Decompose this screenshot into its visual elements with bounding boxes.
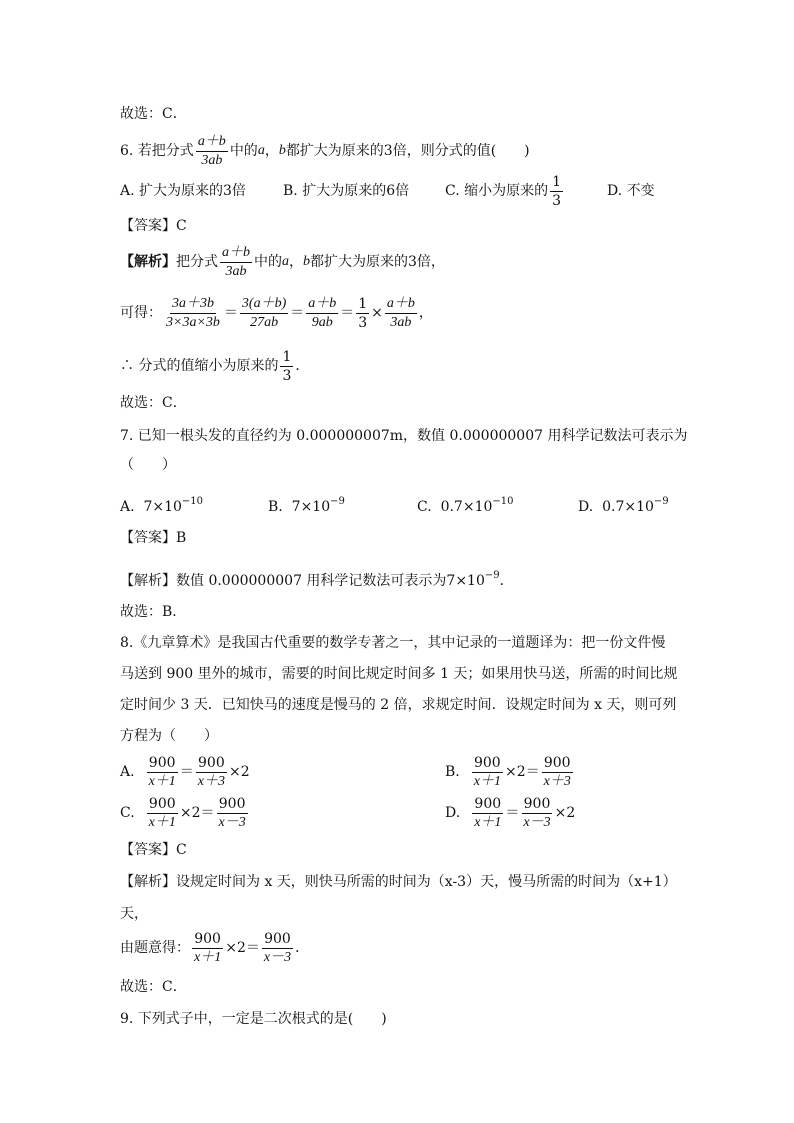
- q6-option-c: C. 缩小为原来的 $\frac{1}{3}$: [445, 173, 562, 209]
- q8-option-a: A. $\frac{900}{x+1}$ ＝ $\frac{900}{x+3}$ ×2: [120, 754, 250, 789]
- q6-fraction: $\frac{a+b}{3ab}$: [197, 133, 226, 168]
- q8-stem-line3: 定时间少 3 天．已知快马的速度是慢马的 2 倍，求规定时间．设规定时间为 x 天，则可列: [120, 697, 677, 713]
- q6-derivation: 可得： $\frac{3a+3b}{3\times 3a\times 3b}$ ＝ $\frac{3(a+b)}{27ab}$ ＝ $\frac{a+b}{9ab}$ ＝ $\frac{1}{3}$ × $\frac{a+b}{3ab}$ ，: [120, 295, 433, 331]
- q7-option-d: D. $0.7\times 10^{-9}$: [578, 496, 669, 515]
- q8-option-d: D. $\frac{900}{x+1}$ ＝ $\frac{900}{x-3}$ ×2: [445, 795, 576, 830]
- q8-option-b: B. $\frac{900}{x+1}$ ×2 ＝ $\frac{900}{x+3}$: [445, 754, 571, 789]
- q6-therefore: ∴ 分式的值缩小为原来的 $\frac{1}{3}$ ．: [120, 348, 310, 384]
- q8-stem-line4: 方程为（ ）: [120, 728, 218, 744]
- derive-frac-5: $\frac{a+b}{3ab}$: [386, 295, 415, 330]
- derive-frac-3: $\frac{a+b}{9ab}$: [308, 295, 337, 330]
- q7-answer: 【答案】B: [120, 530, 187, 546]
- q9-stem: 9. 下列式子中，一定是二次根式的是( ): [120, 1011, 387, 1027]
- q8-conclusion: 故选：C．: [120, 979, 187, 995]
- q6-prefix: 6. 若把分式: [120, 143, 194, 159]
- q7-conclusion: 故选：B．: [120, 604, 187, 620]
- q8-analysis-line2: 天，: [120, 906, 148, 922]
- q6-option-b: B. 扩大为原来的6倍: [283, 183, 410, 199]
- q8-equation: 由题意得： $\frac{900}{x+1}$ ×2 ＝ $\frac{900}{x-3}$ ．: [120, 930, 310, 965]
- q7-stem-line1: 7. 已知一根头发的直径约为 0.000000007m，数值 0.000000007 用科学记数法可表示为: [120, 428, 688, 444]
- q7-option-b: B. $7\times 10^{-9}$: [268, 496, 345, 515]
- q6-stem: 6. 若把分式 $\frac{a+b}{3ab}$ 中的 a ， b 都扩大为原来的3倍，则分式的值( ): [120, 133, 530, 168]
- q8-stem-line2: 马送到 900 里外的城市，需要的时间比规定时间多 1 天；如果用快马送，所需的时间比规: [120, 666, 678, 682]
- q6-option-d: D. 不变: [607, 183, 655, 199]
- q8-analysis-line1: 【解析】设规定时间为 x 天，则快马所需的时间为（x-3）天，慢马所需的时间为（x+1）: [120, 874, 677, 890]
- q8-option-c: C. $\frac{900}{x+1}$ ×2 ＝ $\frac{900}{x-3}$: [120, 795, 246, 830]
- q6-option-a: A. 扩大为原来的3倍: [120, 183, 246, 199]
- q6-conclusion: 故选：C．: [120, 395, 187, 411]
- q5-conclusion: 故选：C．: [120, 106, 187, 122]
- q8-stem-line1: 8.《九章算术》是我国古代重要的数学专著之一，其中记录的一道题译为：把一份文件慢: [120, 635, 666, 651]
- q8-answer: 【答案】C: [120, 842, 187, 858]
- q7-option-a: A. $7\times 10^{-10}$: [120, 496, 204, 515]
- q6-option-c-fraction: $\frac{1}{3}$: [552, 173, 562, 209]
- q7-analysis: 【解析】数值 0.000000007 用科学记数法可表示为$7\times 10^{-9}$．: [120, 570, 514, 589]
- q6-answer: 【答案】C: [120, 218, 187, 234]
- q6-therefore-fraction: $\frac{1}{3}$: [282, 348, 292, 384]
- derive-frac-2: $\frac{3(a+b)}{27ab}$: [241, 295, 287, 330]
- q6-analysis-fraction: $\frac{a+b}{3ab}$: [222, 244, 250, 279]
- derive-frac-1: $\frac{3a+3b}{3\times 3a\times 3b}$: [166, 295, 220, 330]
- q6-analysis: 【解析】 把分式 $\frac{a+b}{3ab}$ 中的 a ， b 都扩大为原来的3倍，: [120, 244, 445, 279]
- derive-frac-4: $\frac{1}{3}$: [358, 295, 368, 331]
- q7-option-c: C. $0.7\times 10^{-10}$: [417, 496, 514, 515]
- q7-stem-line2: （ ）: [120, 457, 176, 473]
